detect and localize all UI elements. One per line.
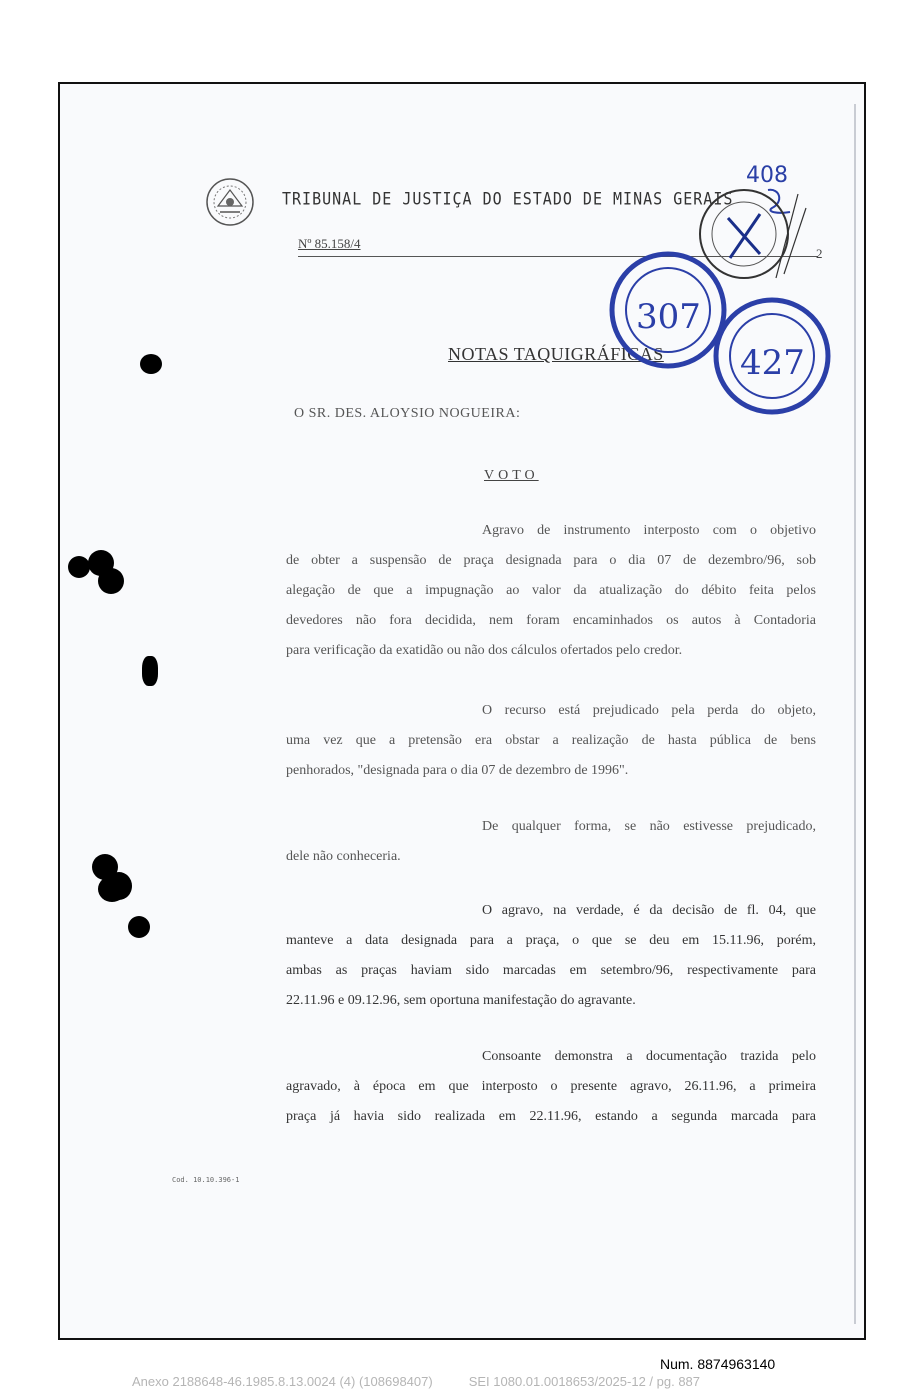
paragraph-line: alegação de que a impugnação ao valor da atualização do débito feita pelos — [286, 583, 816, 598]
paragraph-line: penhorados, "designada para o dia 07 de dezembro de 1996". — [286, 763, 629, 778]
paragraph-line: uma vez que a pretensão era obstar a realização de hasta pública de bens — [286, 733, 816, 748]
ink-blot — [140, 354, 162, 374]
paragraph-line: Agravo de instrumento interposto com o objetivo — [482, 523, 816, 538]
paragraph-line: praça já havia sido realizada em 22.11.96, estando a segunda marcada para — [286, 1109, 816, 1124]
paragraph-line: O agravo, na verdade, é da decisão de fl. 04, que — [482, 903, 816, 918]
sei-reference: SEI 1080.01.0018653/2025-12 / pg. 887 — [468, 1374, 701, 1389]
paragraph-line: ambas as praças haviam sido marcadas em setembro/96, respectivamente para — [286, 963, 816, 978]
annex-footer — [132, 1374, 700, 1389]
ink-blot — [98, 568, 124, 594]
vote-heading: VOTO — [484, 468, 539, 483]
court-seal-icon — [204, 176, 256, 228]
paragraph-line: agravado, à época em que interposto o presente agravo, 26.11.96, a primeira — [286, 1079, 816, 1094]
paragraph-line: 22.11.96 e 09.12.96, sem oportuna manifestação do agravante. — [286, 993, 636, 1008]
paragraph-line: De qualquer forma, se não estivesse prejudicado, — [482, 819, 816, 834]
process-number: Nº 85.158/4 — [298, 236, 361, 251]
stamp-2-number: 427 — [740, 343, 805, 383]
paragraph-line: manteve a data designada para a praça, o que se deu em 15.11.96, porém, — [286, 933, 816, 948]
document-title: NOTAS TAQUIGRÁFICAS — [448, 344, 664, 364]
paragraph-line: para verificação da exatidão ou não dos cálculos ofertados pelo credor. — [286, 643, 683, 658]
paragraph-line: de obter a suspensão de praça designada para o dia 07 de dezembro/96, sob — [286, 553, 816, 568]
ink-blot — [128, 916, 150, 938]
stamp-1-number: 307 — [636, 297, 701, 337]
procedural-stamp-icon — [710, 294, 834, 418]
paragraph-line: dele não conheceria. — [286, 849, 401, 864]
paragraph-5 — [286, 1042, 816, 1132]
paragraph-line: Consoante demonstra a documentação trazida pelo — [482, 1049, 816, 1064]
speaker-line: O SR. DES. ALOYSIO NOGUEIRA: — [294, 406, 521, 421]
document-num: Num. 8874963140 — [660, 1356, 776, 1372]
paragraph-2 — [286, 696, 816, 786]
paragraph-1 — [286, 516, 816, 666]
paragraph-line: devedores não fora decidida, nem foram encaminhados os autos à Contadoria — [286, 613, 816, 628]
document-sheet — [58, 82, 866, 1340]
paragraph-line: O recurso está prejudicado pela perda do objeto, — [482, 703, 816, 718]
sheet-edge — [854, 104, 856, 1324]
form-code: Cod. 10.10.396-1 — [172, 1176, 240, 1184]
ink-blot — [106, 872, 132, 900]
paragraph-3 — [286, 812, 816, 872]
sheet-number-handwritten: 408 — [746, 163, 788, 188]
paragraph-4 — [286, 896, 816, 1016]
ink-blot — [142, 656, 158, 686]
ink-blot — [68, 556, 90, 578]
court-name: TRIBUNAL DE JUSTIÇA DO ESTADO DE MINAS GERAIS — [282, 188, 734, 210]
page-marker: 2 — [816, 246, 823, 261]
annex-reference: Anexo 2188648-46.1985.8.13.0024 (4) (108698407) — [132, 1374, 433, 1389]
